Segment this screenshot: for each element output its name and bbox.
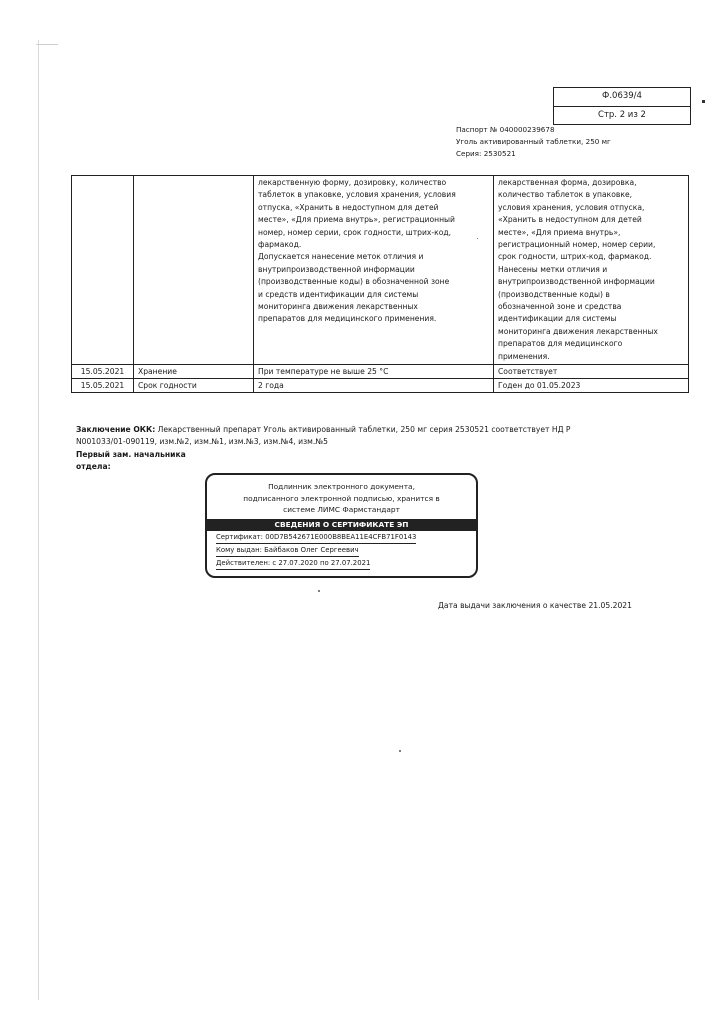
cell-result-line: Годен до 01.05.2023 xyxy=(498,381,581,391)
stamp-valid xyxy=(207,557,476,570)
signatory-title: Первый зам. начальника xyxy=(76,450,186,459)
e-signature-stamp xyxy=(205,473,478,578)
conclusion xyxy=(76,424,571,448)
cell-parameter: Хранение xyxy=(134,365,254,379)
cell-date: 15.05.2021 xyxy=(72,379,134,393)
cell-requirement-line: таблеток в упаковке, условия хранения, условия xyxy=(258,190,456,200)
cell-requirement-line: мониторинга движения лекарственных xyxy=(258,302,418,312)
form-code: Ф.0639/4 xyxy=(602,91,642,101)
cell-requirement-line: (производственные коды) в обозначенной зоне xyxy=(258,277,450,287)
cell-requirement-line: 2 года xyxy=(258,381,284,391)
stamp-band: СВЕДЕНИЯ О СЕРТИФИКАТЕ ЭП xyxy=(207,519,476,531)
cell-result-line: препаратов для медицинского xyxy=(498,339,623,349)
cell-result-line: Соответствует xyxy=(498,367,558,377)
table-row xyxy=(72,379,689,393)
cell-result-line: мониторинга движения лекарственных xyxy=(498,326,658,336)
cell-result-line: срок годности, штрих-код, фармакод. xyxy=(498,252,652,262)
cell-result-line: внутрипроизводственной информации xyxy=(498,277,655,287)
scan-speck xyxy=(477,238,478,239)
page-margin-line xyxy=(38,40,39,1000)
conclusion-text-1: Лекарственный препарат Уголь активированный таблетки, 250 мг серия 2530521 соответствует НД Р xyxy=(155,425,571,434)
cell-parameter xyxy=(134,176,254,365)
page-margin-mark xyxy=(36,44,58,45)
signatory xyxy=(76,449,186,473)
cell-result-line: месте», «Для приема внутрь», xyxy=(498,227,621,237)
page-number: Стр. 2 из 2 xyxy=(554,106,690,124)
cell-requirement-line: номер, номер серии, срок годности, штрих-код, xyxy=(258,227,452,237)
cell-requirement-line: препаратов для медицинского применения. xyxy=(258,314,437,324)
cell-result-line: условия хранения, условия отпуска, xyxy=(498,202,645,212)
cell-result-line: обозначенной зоне и средства xyxy=(498,302,622,312)
cell-requirement-line: При температуре не выше 25 °С xyxy=(258,367,389,377)
cell-result-line: лекарственная форма, дозировка, xyxy=(498,178,637,187)
cell-requirement-line: месте», «Для приема внутрь», регистрационный xyxy=(258,215,455,225)
cell-requirement xyxy=(254,365,494,379)
conclusion-text-2: N001033/01-090119, изм.№2, изм.№1, изм.№3, изм.№4, изм.№5 xyxy=(76,437,328,446)
cell-date: 15.05.2021 xyxy=(72,365,134,379)
cell-requirement xyxy=(254,176,494,365)
stamp-line-3: системе ЛИМС Фармстандарт xyxy=(283,505,400,514)
cell-result-line: (производственные коды) в xyxy=(498,289,610,299)
stamp-valid-text: Действителен: с 27.07.2020 по 27.07.2021 xyxy=(216,558,370,570)
stamp-certificate-text: Сертификат: 00D7B542671E000B8BEA11E4CFB71F0143 xyxy=(216,532,416,544)
passport-number: Паспорт № 040000239678 xyxy=(456,125,555,134)
scan-speck xyxy=(702,100,705,103)
cell-requirement xyxy=(254,379,494,393)
cell-result xyxy=(494,379,689,393)
quality-table xyxy=(71,175,689,393)
cell-result-line: применения. xyxy=(498,351,550,361)
cell-parameter: Срок годности xyxy=(134,379,254,393)
cell-result-line: идентификации для системы xyxy=(498,314,617,324)
cell-requirement-line: Допускается нанесение меток отличия и xyxy=(258,252,424,262)
conclusion-label: Заключение ОКК: xyxy=(76,425,156,434)
cell-requirement-line: и средств идентификации для системы xyxy=(258,289,419,299)
table-row xyxy=(72,176,689,365)
cell-result-line: количество таблеток в упаковке, xyxy=(498,190,633,200)
table-row xyxy=(72,365,689,379)
passport-series: Серия: 2530521 xyxy=(456,149,516,158)
scan-speck xyxy=(399,750,401,752)
passport-block xyxy=(456,124,611,160)
cell-result-line: регистрационный номер, номер серии, xyxy=(498,240,656,250)
scan-speck xyxy=(318,590,320,592)
passport-product: Уголь активированный таблетки, 250 мг xyxy=(456,137,611,146)
cell-date xyxy=(72,176,134,365)
stamp-line-1: Подлинник электронного документа, xyxy=(268,482,415,491)
cell-result-line: Нанесены метки отличия и xyxy=(498,264,608,274)
issue-date: Дата выдачи заключения о качестве 21.05.2021 xyxy=(438,601,632,610)
cell-requirement-line: отпуска, «Хранить в недоступном для детей xyxy=(258,202,439,212)
signatory-dept: отдела: xyxy=(76,462,111,471)
cell-result xyxy=(494,176,689,365)
stamp-certificate xyxy=(207,531,476,544)
form-code-box xyxy=(553,87,691,125)
stamp-line-2: подписанного электронной подписью, хранится в xyxy=(243,493,440,503)
cell-result xyxy=(494,365,689,379)
stamp-issued-to-text: Кому выдан: Байбаков Олег Сергеевич xyxy=(216,545,359,557)
cell-requirement-line: фармакод. xyxy=(258,240,302,250)
cell-requirement-line: лекарственную форму, дозировку, количество xyxy=(258,178,447,187)
cell-requirement-line: внутрипроизводственной информации xyxy=(258,264,415,274)
stamp-issued-to xyxy=(207,544,476,557)
cell-result-line: «Хранить в недоступном для детей xyxy=(498,215,642,225)
